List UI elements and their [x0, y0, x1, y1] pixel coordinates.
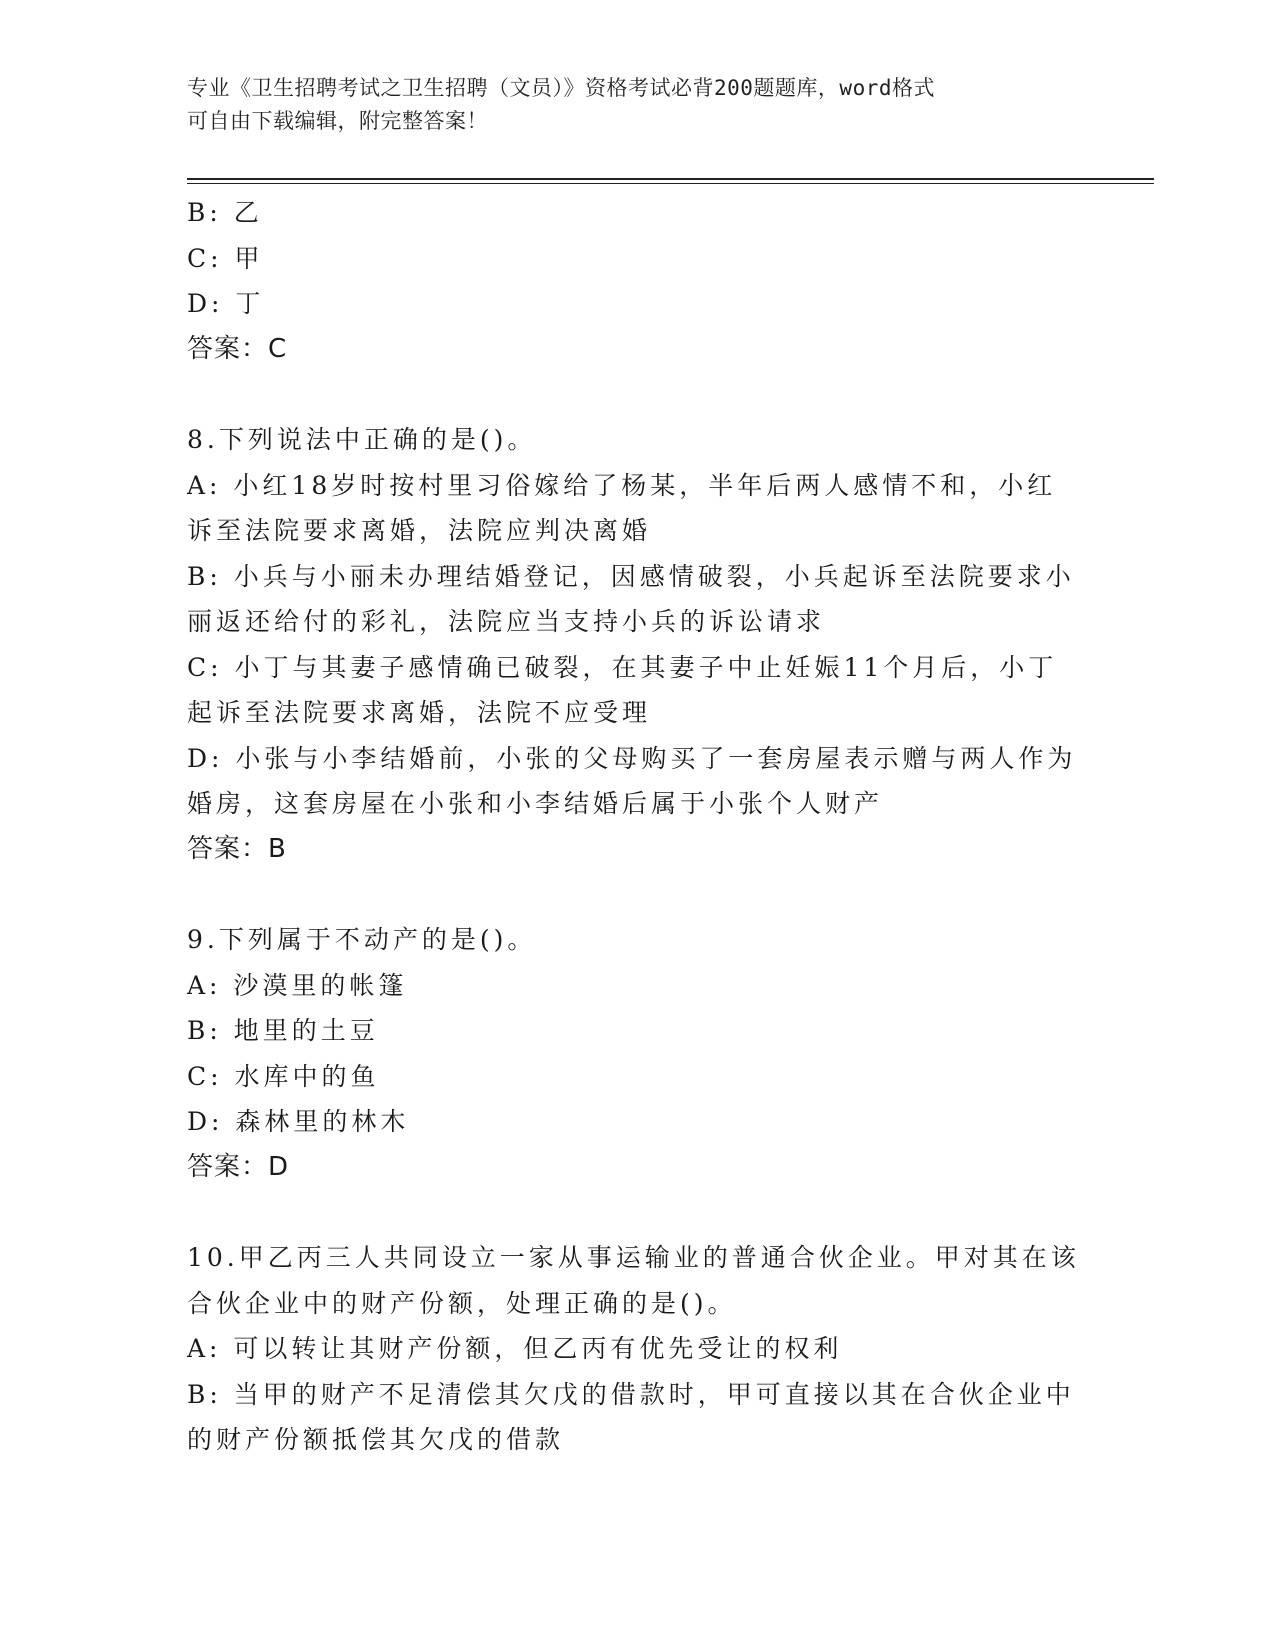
question-10-option-a: A: 可以转让其财产份额，但乙丙有优先受让的权利: [187, 1334, 843, 1363]
question-8-option-b-line-2: 丽返还给付的彩礼，法院应当支持小兵的诉讼请求: [187, 607, 826, 636]
question-8-option-a-line-1: A: 小红18岁时按村里习俗嫁给了杨某，半年后两人感情不和，小红: [187, 470, 1057, 500]
header-title-line-2: 可自由下载编辑，附完整答案！: [187, 109, 488, 133]
question-7: [187, 190, 1087, 372]
question-8-option-d-line-1: D: 小张与小李结婚前，小张的父母购买了一套房屋表示赠与两人作为: [187, 743, 1077, 773]
spacer: [187, 372, 1087, 417]
question-7-answer: 答案：C: [187, 333, 288, 364]
question-list: [187, 190, 1087, 1463]
question-9-option-b: B: 地里的土豆: [187, 1016, 379, 1045]
question-8-option-c-line-2: 起诉至法院要求离婚，法院不应受理: [187, 698, 652, 727]
question-9-option-c: C: 水库中的鱼: [187, 1061, 380, 1091]
header-rule-thin: [187, 183, 1154, 184]
question-8: [187, 417, 1087, 872]
question-8-option-b-line-1: B: 小兵与小丽未办理结婚登记，因感情破裂，小兵起诉至法院要求小: [187, 561, 1075, 591]
question-8-option-c-line-1: C: 小丁与其妻子感情确已破裂，在其妻子中止妊娠11个月后，小丁: [187, 652, 1058, 682]
question-10-option-b-line-2: 的财产份额抵偿其欠戊的借款: [187, 1425, 565, 1454]
question-8-answer: 答案：B: [187, 833, 287, 864]
question-7-option-c: C: 甲: [187, 243, 264, 273]
question-7-option-d: D: 丁: [187, 289, 265, 318]
question-9-answer: 答案：D: [187, 1151, 290, 1182]
page-header: [187, 72, 1067, 138]
question-8-stem: 8.下列说法中正确的是()。: [187, 425, 537, 454]
question-8-option-d-line-2: 婚房，这套房屋在小张和小李结婚后属于小张个人财产: [187, 789, 884, 818]
question-7-option-b: B: 乙: [187, 198, 263, 227]
question-10-stem-line-2: 合伙企业中的财产份额，处理正确的是()。: [187, 1288, 737, 1318]
question-10-stem-line-1: 10.甲乙丙三人共同设立一家从事运输业的普通合伙企业。甲对其在该: [187, 1243, 1080, 1272]
header-rule-thick: [187, 178, 1154, 180]
question-9-stem: 9.下列属于不动产的是()。: [187, 925, 537, 954]
question-9: [187, 917, 1087, 1190]
question-10: [187, 1235, 1087, 1463]
question-9-option-d: D: 森林里的林木: [187, 1107, 410, 1136]
spacer: [187, 1190, 1087, 1235]
question-9-option-a: A: 沙漠里的帐篷: [187, 970, 408, 1000]
header-title-line-1: 专业《卫生招聘考试之卫生招聘（文员）》资格考试必背200题题库，word格式: [187, 76, 935, 100]
spacer: [187, 872, 1087, 917]
question-10-option-b-line-1: B: 当甲的财产不足清偿其欠戊的借款时，甲可直接以其在合伙企业中: [187, 1379, 1075, 1409]
question-8-option-a-line-2: 诉至法院要求离婚，法院应判决离婚: [187, 516, 652, 545]
